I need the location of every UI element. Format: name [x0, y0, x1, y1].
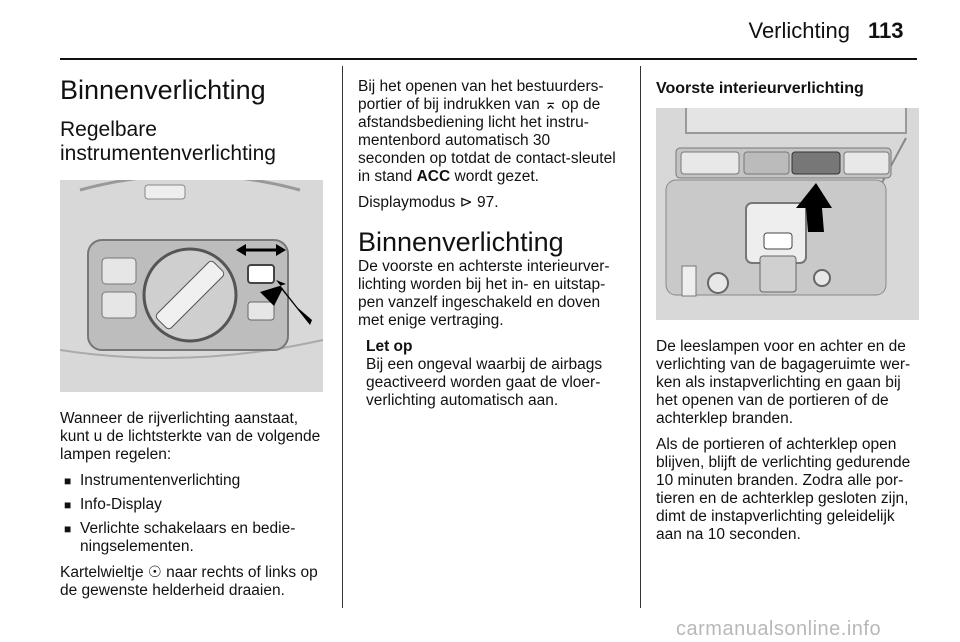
closing-paragraph: Kartelwieltje ☉ naar rechts of links op de gewenste helderheid draaien.: [60, 564, 318, 599]
bullet-list: [60, 472, 328, 556]
front-light-paragraph-1: De leeslampen voor en achter en de verlichting van de bagageruimte wer-ken als instapverlichting en gaan bij het openen van de portieren of de achterklep branden.: [656, 338, 911, 427]
running-header-title: Verlichting: [748, 18, 850, 43]
page-number: 113: [868, 18, 904, 43]
page-ref-icon: ⊳: [459, 194, 473, 211]
subsection-title-3: Voorste interieurverlichting: [656, 80, 864, 97]
list-item: ■ Info-Display: [64, 496, 162, 513]
note-text: Bij een ongeval waarbij de airbags geactiveerd worden gaat de vloer-verlichting automatisch aan.: [366, 356, 603, 409]
list-item: ■ Verlichte schakelaars en bedie-ningselementen.: [64, 520, 296, 555]
column-3: [656, 80, 918, 552]
column-2: [358, 78, 620, 418]
instrument-paragraph: Bij het openen van het bestuurders-portier of bij indrukken van ⌅ op de afstandsbediening licht het instru-mentenbord automatisch 30 seconden op totdat de contact-sleutel in stand ACC wordt gezet.: [358, 78, 616, 185]
note-title: Let op: [366, 338, 413, 355]
front-interior-light-figure: [656, 108, 919, 320]
subsection-title: Regelbare instrumentenverlichting: [60, 118, 276, 165]
light-switch-illustration: [60, 180, 323, 392]
bullet-icon: ■: [64, 498, 72, 512]
front-light-paragraph-2: Als de portieren of achterklep open blijven, blijft de verlichting gedurende 10 minuten branden. Zodra alle por-tieren en de achterklep gesloten zijn, dimt de instapverlichting geleidelijk aan na 10 seconden.: [656, 436, 911, 543]
dashboard-light-switch-figure: [60, 180, 323, 392]
column-divider-1: [342, 66, 343, 608]
watermark: carmanualsonline.info: [676, 618, 882, 640]
column-1: [60, 70, 328, 608]
section-title: Binnenverlichting: [60, 75, 266, 105]
thumbwheel-icon: ☉: [147, 564, 162, 581]
interior-paragraph: De voorste en achterste interieurver-lichting worden bij het in- en uitstap-pen vanzelf ingeschakeld en doven met enige vertraging.: [358, 258, 610, 329]
section-title-2: Binnenverlichting: [358, 227, 564, 257]
intro-paragraph: Wanneer de rijverlichting aanstaat, kunt u de lichtsterkte van de volgende lampen regelen:: [60, 410, 321, 463]
bullet-icon: ■: [64, 474, 72, 488]
header-rule: [60, 58, 917, 60]
interior-light-illustration: [656, 108, 919, 320]
unlock-icon: ⌅: [544, 96, 558, 113]
note-box: [358, 338, 620, 410]
display-mode-reference: Displaymodus ⊳ 97.: [358, 194, 499, 211]
bullet-icon: ■: [64, 522, 72, 536]
list-item: ■ Instrumentenverlichting: [64, 472, 241, 489]
column-divider-2: [640, 66, 641, 608]
